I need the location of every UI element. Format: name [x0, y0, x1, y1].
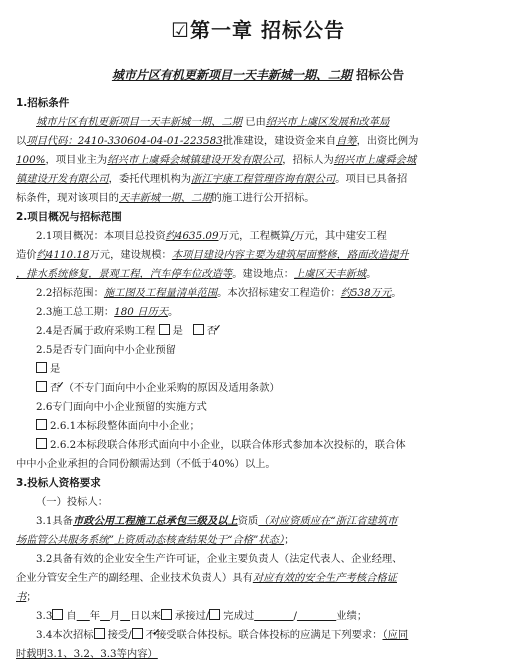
subtitle-project: 城市片区有机更新项目一天丰新城一期、二期 — [111, 68, 352, 82]
s2-text: 2.6.2本标段联合体形式面向中小企业，以联合体形式参加本次投标的，联合体 — [50, 439, 406, 451]
sme-reserved-no-checkbox[interactable] — [36, 381, 47, 392]
qualification-note: （对应资质应在“浙江省建筑市 — [258, 515, 398, 527]
s1-text: 。项目已具备招 — [335, 173, 408, 185]
s3-text: 日以来 — [130, 610, 161, 622]
s3-text: ； — [284, 534, 295, 546]
s1-text: 批准建设，建设资金来自 — [222, 135, 336, 147]
s1-funding-ratio: 100% — [16, 154, 46, 166]
s3-line-7 — [16, 626, 502, 645]
s2-text: 万元，其中建安工程 — [294, 230, 387, 242]
construction-scale-cont: ，排水系统修复，景观工程，汽车停车位改造等 — [16, 268, 233, 280]
announcement-subtitle — [0, 66, 516, 83]
s2-line-11 — [16, 417, 502, 436]
s3-text: 3.1具备 — [36, 515, 73, 527]
s2-text: 。 — [391, 287, 402, 299]
s2-text: 是 — [50, 363, 61, 375]
s2-line-12 — [16, 436, 502, 455]
s2-text: 2.4是否属于政府采购工程 — [36, 325, 156, 337]
s3-text: 企业分管安全生产的副经理、企业技术负责人）具有 — [16, 572, 253, 584]
s2-text: 2.1项目概况：本项目总投资 — [36, 230, 166, 242]
sme-whole-checkbox[interactable] — [36, 419, 47, 430]
s1-phase-name: 天丰新城一期、二期 — [118, 192, 212, 204]
s1-agency: 浙江宇康工程管理咨询有限公司 — [191, 173, 336, 185]
s1-text: 已由 — [245, 116, 266, 128]
s1-project-name: 城市片区有机更新项目一天丰新城一期、二期 — [36, 116, 242, 128]
section-1 — [16, 94, 502, 208]
consortium-accept-checkbox[interactable] — [94, 628, 105, 639]
s1-project-code: 项目代码：2410-330604-04-01-223583 — [26, 135, 223, 147]
subtitle-suffix: 招标公告 — [356, 68, 405, 82]
safety-certificate-cont: 书 — [16, 591, 27, 603]
s1-approval-agency: 绍兴市上虞区发展和改革局 — [265, 116, 390, 128]
s2-text: 2.6.1本标段整体面向中小企业； — [50, 420, 200, 432]
section-3 — [16, 474, 502, 664]
s3-line-3: 3.2具备有效的企业安全生产许可证，企业主要负责人（法定代表人、企业经理、 — [36, 553, 403, 565]
s1-line-5 — [16, 189, 502, 208]
s3-text: 自 — [66, 610, 77, 622]
s2-text: 。建设地点： — [232, 268, 295, 280]
s2-line-10: 2.6专门面向中小企业预留的实施方式 — [36, 401, 207, 413]
s3-text: 年 — [89, 610, 101, 622]
s1-text: 标条件，现对该项目的 — [16, 192, 119, 204]
qualification-level: 市政公用工程施工总承包三级及以上 — [72, 515, 238, 527]
consortium-reject-checkbox[interactable] — [132, 628, 143, 639]
completed-checkbox[interactable] — [209, 609, 220, 620]
tender-scope: 施工图及工程量清单范围 — [103, 287, 218, 299]
construction-cost: 约4110.18 — [36, 249, 90, 261]
s3-sub: （一）投标人： — [36, 496, 109, 508]
s3-text: 资质 — [237, 515, 259, 527]
s2-line-6 — [16, 322, 502, 341]
s2-text: 否 — [206, 325, 218, 337]
s3-line-5 — [16, 588, 502, 607]
s3-line-2 — [16, 531, 502, 550]
s2-text: 。 — [168, 306, 179, 318]
s1-line-1 — [16, 113, 502, 132]
s2-line-2 — [16, 246, 502, 265]
safety-certificate: 对应有效的安全生产考核合格证 — [252, 572, 397, 584]
s3-text: / — [293, 610, 297, 622]
s3-line-8 — [16, 645, 502, 664]
s2-text: 。 — [366, 268, 377, 280]
s2-line-7: 2.5是否专门面向中小企业预留 — [36, 344, 176, 356]
s2-text: 万元，工程概算 — [218, 230, 291, 242]
undertaken-checkbox[interactable] — [161, 609, 172, 620]
s3-text: 承接过/ — [174, 610, 210, 622]
s1-line-2 — [16, 132, 502, 151]
s2-text: 造价 — [16, 249, 37, 261]
s2-line-8 — [16, 360, 502, 379]
s2-line-13: 中中小企业承担的合同份额需达到（不低于40%）以上。 — [16, 458, 276, 470]
s1-text: 的施工进行公开招标。 — [211, 192, 315, 204]
section-1-heading: 1.招标条件 — [16, 97, 70, 109]
s1-text: ，项目业主为 — [45, 154, 108, 166]
s2-text: 2.3施工总工期： — [36, 306, 115, 318]
s1-tenderer-cont: 镇建设开发有限公司 — [16, 173, 109, 185]
s3-line-1 — [16, 512, 502, 531]
consortium-note: （应同 — [382, 629, 409, 641]
consortium-note-cont: 时载明3.1、3.2、3.3等内容） — [16, 648, 158, 660]
s3-line-4 — [16, 569, 502, 588]
s1-text: ，招标人为 — [282, 154, 334, 166]
s1-line-3 — [16, 151, 502, 170]
s1-funding-source: 自筹 — [336, 135, 357, 147]
s1-line-4 — [16, 170, 502, 189]
s2-text: 。本次招标建安工程造价： — [217, 287, 341, 299]
qualification-note-cont: 场监管公共服务系统”上资质动态核查结果处于“合格”状态） — [16, 534, 285, 546]
tender-cost: 约538万元 — [340, 287, 392, 299]
s3-text: 不接受联合体投标。联合体投标的应满足下列要求： — [145, 629, 383, 641]
section-2 — [16, 208, 502, 474]
total-investment: 约4635.09 — [165, 230, 219, 242]
s2-line-5 — [16, 303, 502, 322]
s3-text: 3.3 — [36, 610, 53, 622]
construction-period: 180 日历天 — [114, 306, 168, 318]
s2-line-4 — [16, 284, 502, 303]
gov-procurement-yes-checkbox[interactable] — [159, 324, 170, 335]
s1-text: ，出资比例为 — [356, 135, 419, 147]
s3-text: 3.4本次招标 — [36, 629, 94, 641]
s1-tenderer: 绍兴市上虞舜会城 — [333, 154, 417, 166]
s2-line-1 — [16, 227, 502, 246]
s3-text: 完成过 — [223, 610, 255, 622]
s1-owner: 绍兴市上虞舜会城镇建设开发有限公司 — [107, 154, 283, 166]
s2-text: 否 （不专门面向中小企业采购的原因及适用条款） — [50, 382, 280, 394]
sme-reserved-yes-checkbox[interactable] — [36, 362, 47, 373]
gov-procurement-no-checkbox[interactable] — [193, 324, 204, 335]
s3-line-6 — [16, 607, 502, 626]
page-title: ☑第一章 招标公告 — [171, 18, 345, 42]
s1-text: 以 — [16, 135, 27, 147]
s3-text: 接受/ — [107, 629, 132, 641]
section-3-heading: 3.投标人资格要求 — [16, 477, 101, 489]
section-2-heading: 2.项目概况与招标范围 — [16, 211, 122, 223]
s1-text: ，委托代理机构为 — [108, 173, 192, 185]
s2-line-9 — [16, 379, 502, 398]
sme-consortium-checkbox[interactable] — [36, 438, 47, 449]
s2-text: 2.2招标范围： — [36, 287, 104, 299]
s3-text: ； — [26, 591, 37, 603]
budget-estimate: / — [290, 230, 295, 242]
s3-text: 月 — [109, 610, 121, 622]
s2-text: 万元，建设规模： — [89, 249, 172, 261]
since-date-checkbox[interactable] — [52, 609, 63, 620]
s3-text: 业绩； — [336, 610, 368, 622]
construction-scale: 本项目建设内容主要为建筑屋面整修，路面改造提升 — [171, 249, 409, 261]
s2-text: 是 — [172, 325, 183, 337]
s2-line-3 — [16, 265, 502, 284]
construction-location: 上虞区天丰新城 — [294, 268, 367, 280]
